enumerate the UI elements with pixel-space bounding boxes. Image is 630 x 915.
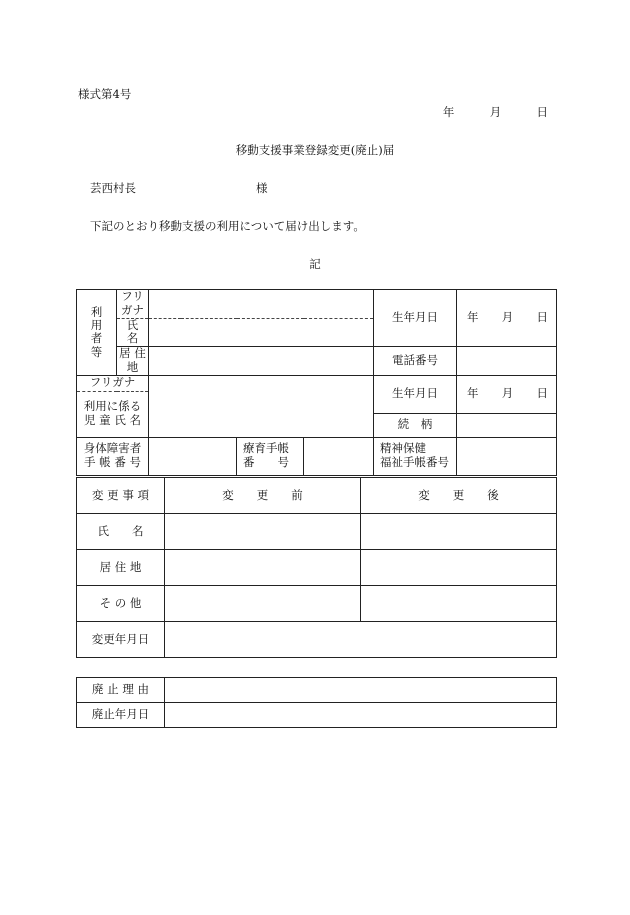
ki-marker: 記	[309, 257, 321, 271]
furigana-label: フリガナ	[117, 290, 149, 319]
relation-label: 続 柄	[374, 413, 457, 437]
abolish-reason-label: 廃 止 理 由	[77, 678, 165, 703]
change-row-address-before[interactable]	[165, 550, 361, 586]
user-label-cell: 利 用 者 等	[77, 290, 117, 376]
change-row-other-label: そ の 他	[77, 586, 165, 622]
mental-health-handbook-input[interactable]	[457, 437, 557, 475]
change-date-label: 変更年月日	[77, 622, 165, 658]
addressee-honorific: 様	[256, 181, 268, 195]
date-day-label: 日	[536, 105, 548, 119]
form-number: 様式第4号	[78, 87, 132, 101]
change-row-name-after[interactable]	[361, 514, 557, 550]
abolish-table	[76, 677, 557, 728]
ryoiku-handbook-label: 療育手帳 番 号	[237, 437, 304, 475]
change-after-header: 変 更 後	[361, 478, 557, 514]
change-item-header: 変 更 事 項	[77, 478, 165, 514]
child-birthdate-value[interactable]: 年 月 日	[457, 375, 557, 413]
child-birthdate-label: 生年月日	[374, 375, 457, 413]
change-row-name-label: 氏 名	[77, 514, 165, 550]
document-title: 移動支援事業登録変更(廃止)届	[235, 143, 395, 157]
change-table	[76, 477, 557, 658]
disability-handbook-label: 身体障害者 手 帳 番 号	[77, 437, 149, 475]
change-row-other-after[interactable]	[361, 586, 557, 622]
child-name-label: 利用に係る 児 童 氏 名	[77, 391, 149, 437]
mental-health-handbook-label: 精神保健 福祉手帳番号	[374, 437, 457, 475]
change-row-other-before[interactable]	[165, 586, 361, 622]
change-date-input[interactable]	[165, 622, 557, 658]
address-label: 居 住 地	[117, 347, 149, 376]
change-row-address-after[interactable]	[361, 550, 557, 586]
abolish-date-input[interactable]	[165, 703, 557, 728]
change-before-header: 変 更 前	[165, 478, 361, 514]
intro-text: 下記のとおり移動支援の利用について届け出します。	[90, 219, 365, 233]
change-row-address-label: 居 住 地	[77, 550, 165, 586]
submission-date	[443, 104, 548, 120]
date-month-label: 月	[489, 105, 502, 119]
ryoiku-handbook-input[interactable]	[304, 437, 374, 475]
relation-input[interactable]	[457, 413, 557, 437]
abolish-reason-input[interactable]	[165, 678, 557, 703]
birthdate-label: 生年月日	[374, 290, 457, 347]
change-row-name-before[interactable]	[165, 514, 361, 550]
abolish-date-label: 廃止年月日	[77, 703, 165, 728]
addressee	[90, 180, 268, 196]
birthdate-value[interactable]: 年 月 日	[457, 290, 557, 347]
phone-label: 電話番号	[374, 347, 457, 376]
phone-input[interactable]	[457, 347, 557, 376]
addressee-name: 芸西村長	[90, 181, 136, 195]
name-input[interactable]	[149, 318, 374, 347]
address-input[interactable]	[149, 347, 374, 376]
child-name-input[interactable]	[149, 375, 374, 437]
child-furigana-label: フリガナ	[77, 375, 149, 391]
user-info-table	[76, 289, 557, 476]
name-label: 氏 名	[117, 318, 149, 347]
date-year-label: 年	[442, 105, 455, 119]
furigana-input[interactable]	[149, 290, 374, 319]
disability-handbook-input[interactable]	[149, 437, 237, 475]
